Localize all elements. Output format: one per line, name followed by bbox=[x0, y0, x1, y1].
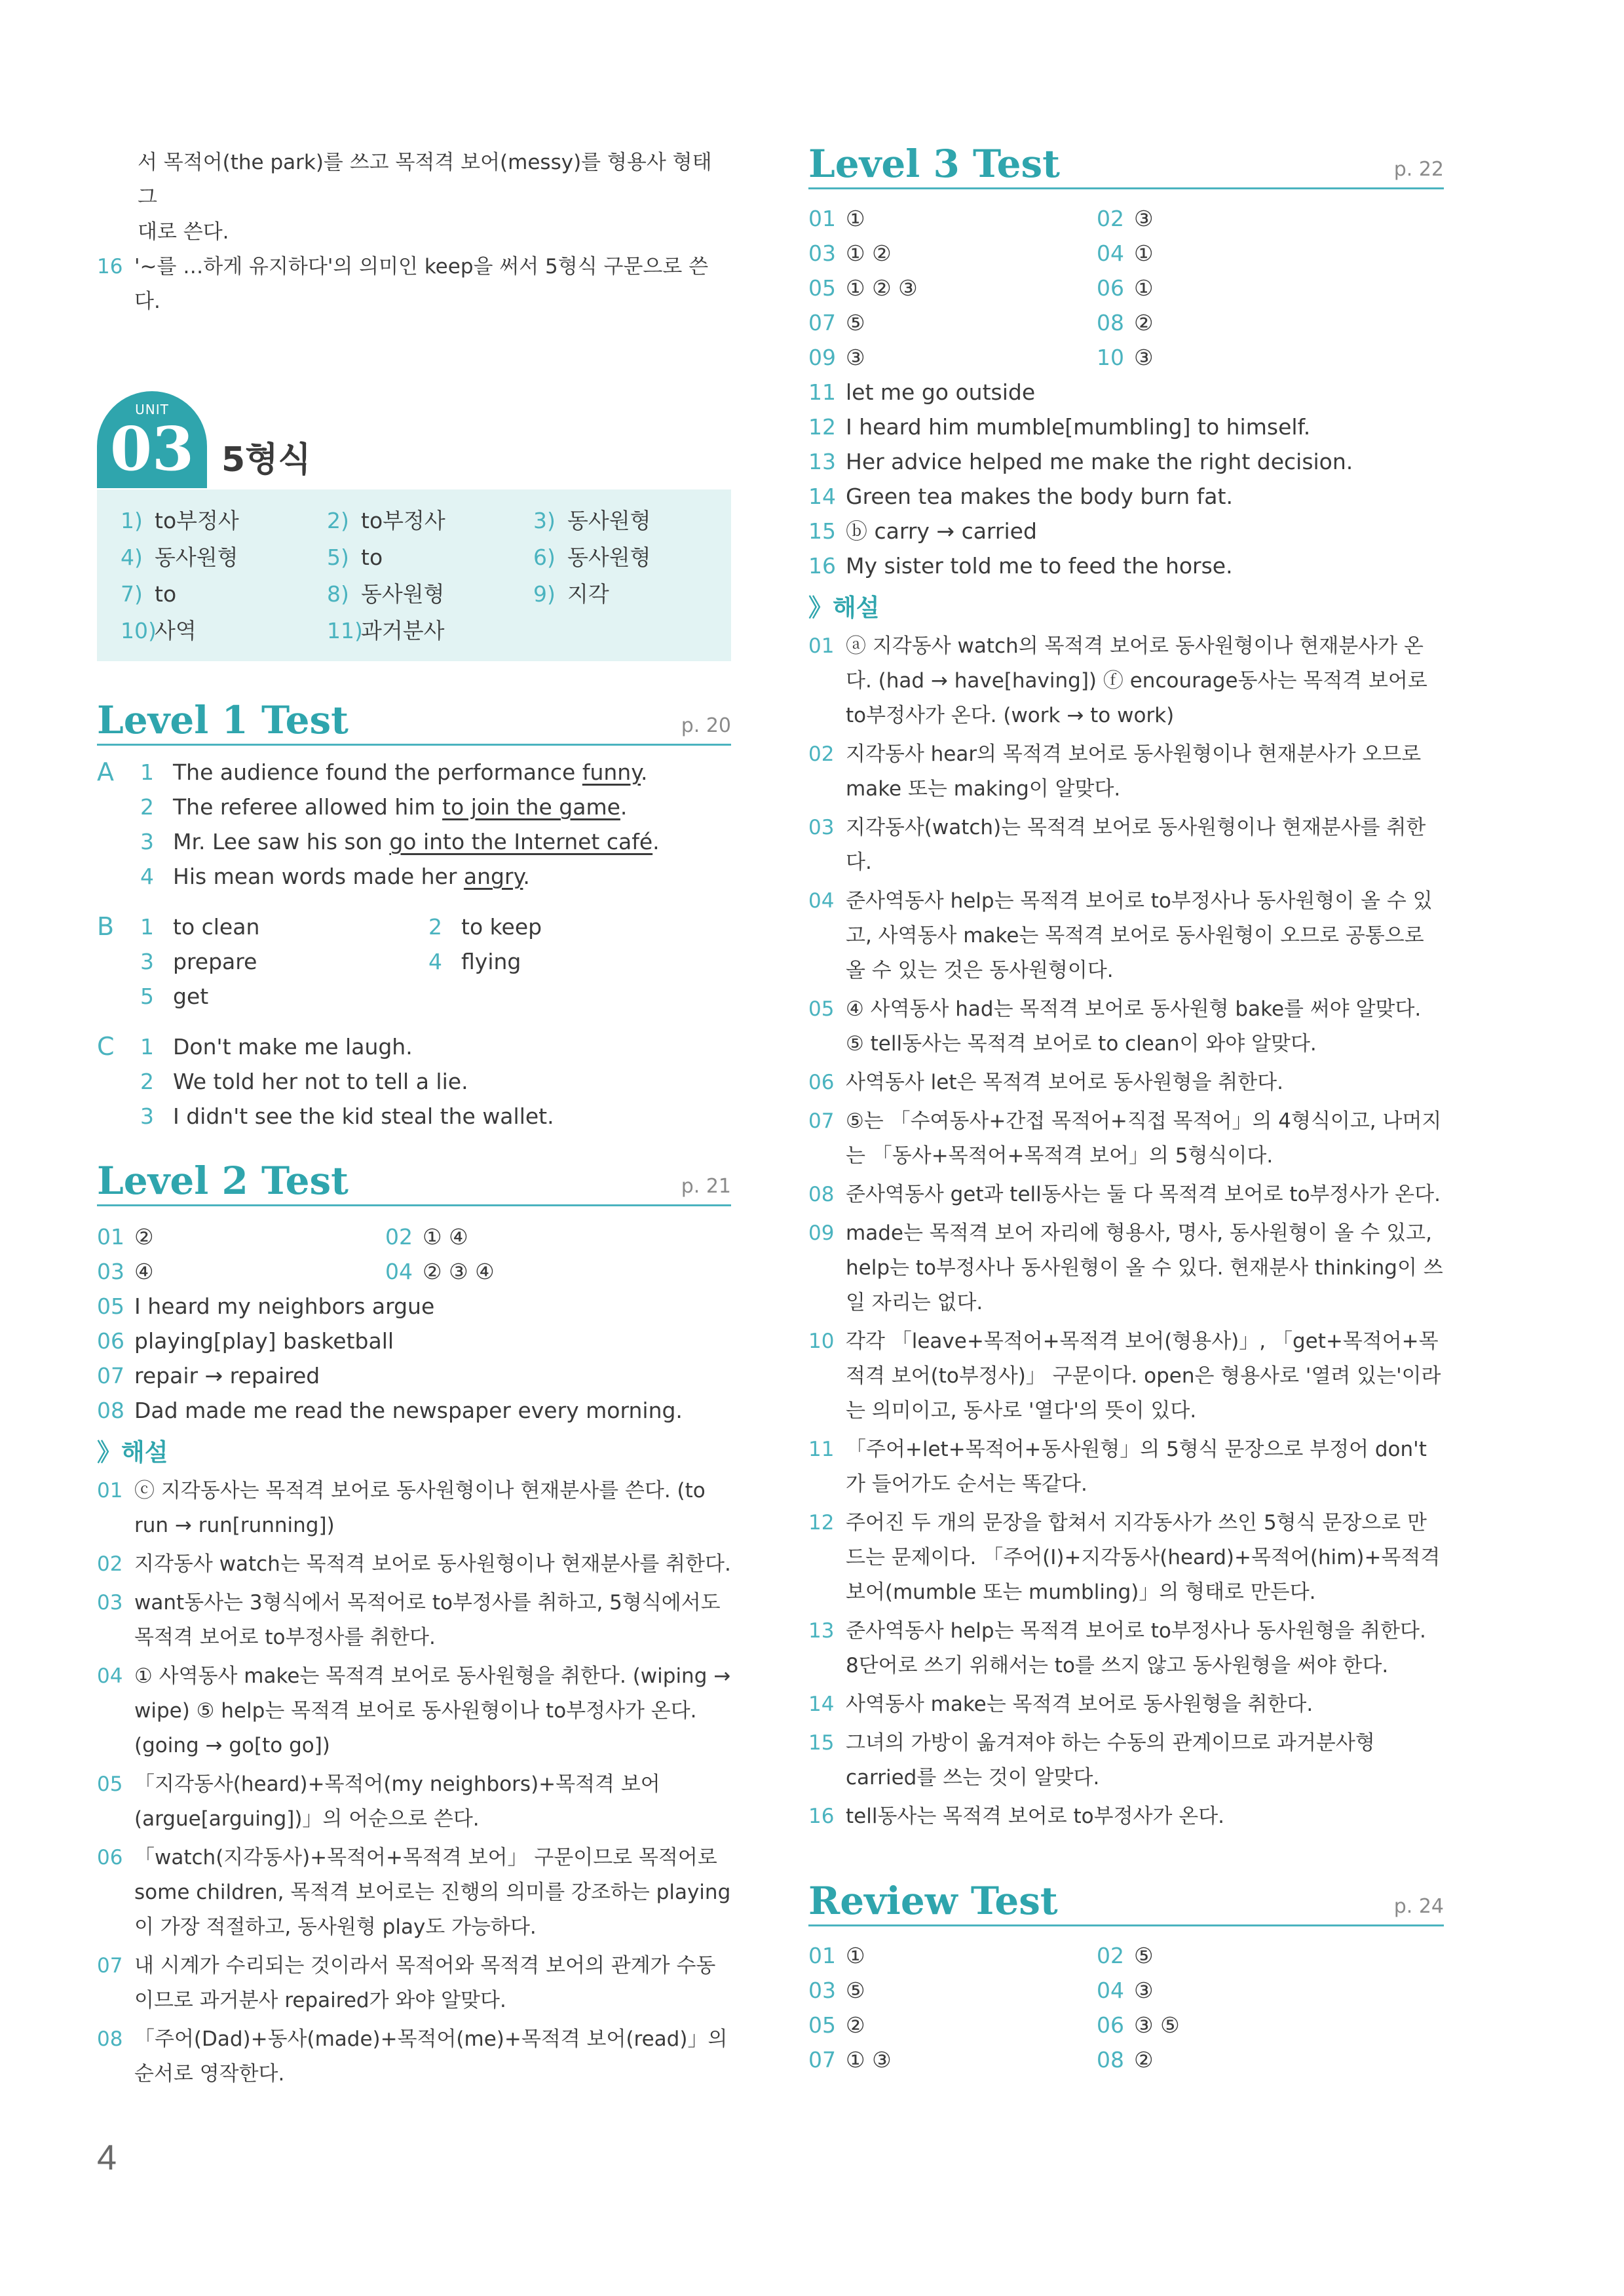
item-number: 01 bbox=[97, 1224, 124, 1250]
item-text: let me go outside bbox=[846, 379, 1036, 405]
continuation-line: 대로 쓴다. bbox=[138, 220, 229, 244]
explanation-item bbox=[808, 1506, 1444, 1610]
item-text: ① bbox=[846, 206, 865, 231]
item-text: repair → repaired bbox=[134, 1363, 320, 1388]
level2-page-ref: p. 21 bbox=[681, 1175, 731, 1198]
explanation-item bbox=[808, 992, 1444, 1062]
sentence-item bbox=[140, 790, 731, 824]
item-text: ② bbox=[1134, 310, 1154, 335]
item-number: 9) bbox=[533, 581, 556, 607]
review-answer-grid bbox=[808, 1938, 1444, 2077]
item-number: 1) bbox=[121, 508, 143, 533]
explanation-item bbox=[97, 1547, 731, 1582]
right-column bbox=[808, 0, 1444, 2077]
item-number: 05 bbox=[97, 1772, 123, 1796]
answer-item bbox=[97, 1358, 731, 1393]
item-text: ⓒ 지각동사는 목적격 보어로 동사원형이나 현재분사를 쓴다. (to run → run[running]) bbox=[134, 1479, 706, 1537]
explanation-item bbox=[97, 1767, 731, 1837]
sentence-text: His mean words made her bbox=[173, 864, 464, 889]
item-text: ① bbox=[846, 1943, 865, 1968]
item-text: ④ bbox=[134, 1259, 154, 1284]
underlined-phrase: angry bbox=[463, 864, 523, 889]
item-text bbox=[173, 859, 530, 894]
item-number: 05 bbox=[808, 2012, 836, 2038]
item-text: 그녀의 가방이 옮겨져야 하는 수동의 관계이므로 과거분사형 carried를 쓰는 것이 알맞다. bbox=[846, 1731, 1375, 1789]
item-text: ② bbox=[1134, 2047, 1154, 2073]
continuation-block bbox=[97, 145, 731, 250]
item-number: 06 bbox=[97, 1328, 124, 1354]
item-number: 10 bbox=[1097, 345, 1124, 370]
item-text: 지각동사 hear의 목적격 보어로 동사원형이나 현재분사가 오므로 make 또는 making이 알맞다. bbox=[846, 742, 1422, 801]
item-number: 13 bbox=[808, 449, 836, 474]
explanation-item bbox=[808, 1614, 1444, 1683]
item-number: 03 bbox=[97, 1591, 123, 1615]
section-a-items bbox=[140, 755, 731, 894]
item-number: 7) bbox=[121, 581, 143, 607]
item-number: 02 bbox=[385, 1224, 413, 1250]
explanation-item bbox=[97, 1474, 731, 1543]
level2-explanations bbox=[97, 1474, 731, 2092]
section-letter: C bbox=[97, 1032, 115, 1061]
sentence-item bbox=[140, 1064, 731, 1099]
item-number: 08 bbox=[808, 1183, 835, 1206]
sentence-item bbox=[140, 1099, 731, 1134]
level3-title: Level 3 Test bbox=[808, 142, 1060, 186]
answer-item bbox=[97, 1254, 385, 1289]
item-number: 1 bbox=[140, 759, 154, 785]
item-text: 동사원형 bbox=[567, 508, 651, 533]
item-text: ⑤는 「수여동사+간접 목적어+직접 목적어」의 4형식이고, 나머지는 「동사+목적어+목적격 보어」의 5형식이다. bbox=[846, 1109, 1442, 1168]
item-number: 4) bbox=[121, 545, 143, 570]
item-number: 3 bbox=[140, 829, 154, 854]
item-number: 08 bbox=[1097, 310, 1124, 335]
unit-summary-item bbox=[327, 503, 533, 539]
answer-item bbox=[1097, 236, 1385, 271]
unit-summary-item bbox=[327, 539, 533, 576]
item-text: playing[play] basketball bbox=[134, 1328, 394, 1354]
level2-answers bbox=[97, 1219, 731, 1428]
item-number: 3 bbox=[140, 1103, 154, 1129]
item-number: 12 bbox=[808, 414, 836, 440]
item-text: to부정사 bbox=[361, 508, 445, 533]
item-text: 동사원형 bbox=[155, 545, 238, 570]
item-number: 2 bbox=[140, 794, 154, 820]
answer-item bbox=[808, 410, 1444, 444]
item-number: 06 bbox=[97, 1846, 123, 1869]
continuation-line: 서 목적어(the park)를 쓰고 목적격 보어(messy)를 형용사 형태 그 bbox=[138, 151, 712, 209]
item-number: 4 bbox=[140, 864, 154, 889]
unit-summary-item bbox=[533, 503, 730, 539]
unit-number: 03 bbox=[109, 413, 195, 484]
underlined-phrase: go into the Internet café bbox=[389, 829, 653, 854]
answer-item bbox=[385, 1219, 673, 1254]
explanation-item bbox=[97, 250, 731, 319]
explanation-item bbox=[808, 1177, 1444, 1212]
explanation-item bbox=[97, 1949, 731, 2018]
item-text: 지각동사(watch)는 목적격 보어로 동사원형이나 현재분사를 취한다. bbox=[846, 816, 1426, 874]
item-text: ⓑ carry → carried bbox=[846, 518, 1037, 544]
item-text: Don't make me laugh. bbox=[173, 1034, 413, 1060]
answer-item bbox=[808, 1938, 1097, 1973]
answer-item bbox=[97, 1393, 731, 1428]
item-text: 지각동사 watch는 목적격 보어로 동사원형이나 현재분사를 취한다. bbox=[134, 1552, 731, 1576]
item-number: 13 bbox=[808, 1619, 835, 1643]
sentence-end: . bbox=[620, 794, 628, 820]
item-text: ② bbox=[846, 2012, 865, 2038]
explanation-item bbox=[808, 884, 1444, 988]
review-title: Review Test bbox=[808, 1879, 1058, 1923]
item-text: to부정사 bbox=[155, 508, 239, 533]
item-text: '~를 …하게 유지하다'의 의미인 keep을 써서 5형식 구문으로 쓴다. bbox=[134, 255, 709, 313]
item-number: 10 bbox=[808, 1330, 835, 1353]
level1-page-ref: p. 20 bbox=[681, 714, 731, 737]
item-number: 03 bbox=[97, 1259, 124, 1284]
item-text: 과거분사 bbox=[361, 618, 445, 643]
underlined-phrase: funny bbox=[582, 759, 641, 785]
item-number: 15 bbox=[808, 518, 836, 544]
item-number: 02 bbox=[1097, 1943, 1124, 1968]
item-number: 04 bbox=[385, 1259, 413, 1284]
item-text: 「주어+let+목적어+동사원형」의 5형식 문장으로 부정어 don't가 들어가도 순서는 똑같다. bbox=[846, 1438, 1427, 1496]
item-text: 동사원형 bbox=[361, 581, 445, 607]
item-text: ⑤ bbox=[1134, 1943, 1154, 1968]
item-number: 07 bbox=[97, 1954, 123, 1978]
item-text: to keep bbox=[461, 914, 542, 940]
review-answers bbox=[808, 1938, 1444, 2077]
answer-item bbox=[808, 548, 1444, 583]
item-text: ① 사역동사 make는 목적격 보어로 동사원형을 취한다. (wiping → wipe) ⑤ help는 목적격 보어로 동사원형이나 to부정사가 온다. (going → go[to go]) bbox=[134, 1664, 731, 1757]
unit-summary-item bbox=[327, 613, 533, 649]
section-b bbox=[97, 909, 731, 1014]
sentence-item bbox=[140, 859, 731, 894]
answer-item bbox=[808, 236, 1097, 271]
answer-item bbox=[1097, 271, 1385, 305]
section-c bbox=[97, 1029, 731, 1134]
explanation-item bbox=[808, 1216, 1444, 1320]
item-text: ③ bbox=[1134, 206, 1154, 231]
item-text: flying bbox=[461, 949, 521, 974]
item-number: 04 bbox=[97, 1664, 123, 1688]
sentence-end: . bbox=[652, 829, 660, 854]
item-text: ③ ⑤ bbox=[1134, 2012, 1180, 2038]
item-number: 08 bbox=[97, 2027, 123, 2051]
item-text: 각각 「leave+목적어+목적격 보어(형용사)」, 「get+목적어+목적격 보어(to부정사)」 구문이다. open은 형용사로 '열려 있는'이라는 의미이고, 동사로 '열다'의 뜻이 있다. bbox=[846, 1330, 1441, 1423]
unit-summary-item bbox=[121, 576, 327, 613]
answer-item bbox=[808, 2008, 1097, 2042]
item-text: We told her not to tell a lie. bbox=[173, 1069, 468, 1094]
level2-explanation-heading: 》해설 bbox=[97, 1438, 168, 1466]
unit-header bbox=[97, 391, 731, 489]
item-text: ④ 사역동사 had는 목적격 보어로 동사원형 bake를 써야 알맞다. ⑤ tell동사는 목적격 보어로 to clean이 와야 알맞다. bbox=[846, 997, 1422, 1056]
section-letter: A bbox=[97, 757, 114, 786]
item-text: to bbox=[361, 545, 383, 570]
item-text: ② bbox=[134, 1224, 154, 1250]
item-number: 11 bbox=[808, 379, 836, 405]
answer-item bbox=[385, 1254, 673, 1289]
item-number: 04 bbox=[808, 889, 835, 913]
item-number: 16 bbox=[808, 553, 836, 579]
sentence-text: Mr. Lee saw his son bbox=[173, 829, 390, 854]
level2-title: Level 2 Test bbox=[97, 1158, 349, 1203]
unit-summary-grid bbox=[121, 503, 708, 649]
explanation-item bbox=[808, 1104, 1444, 1174]
level2-answer-lines bbox=[97, 1289, 731, 1428]
section-a bbox=[97, 755, 731, 894]
item-text: ③ bbox=[1134, 1978, 1154, 2003]
item-text: ② ③ ④ bbox=[423, 1259, 495, 1284]
item-text: ③ bbox=[846, 345, 865, 370]
item-text: ⑤ bbox=[846, 310, 865, 335]
item-text: want동사는 3형식에서 목적어로 to부정사를 취하고, 5형식에서도 목적격 보어로 to부정사를 취한다. bbox=[134, 1591, 721, 1649]
unit-summary-item bbox=[327, 576, 533, 613]
level3-answer-lines bbox=[808, 375, 1444, 583]
answer-item bbox=[1097, 1938, 1385, 1973]
item-text: 「주어(Dad)+동사(made)+목적어(me)+목적격 보어(read)」의 순서로 영작한다. bbox=[134, 2027, 728, 2086]
level1-title: Level 1 Test bbox=[97, 698, 349, 742]
item-text: My sister told me to feed the horse. bbox=[846, 553, 1233, 579]
item-number: 16 bbox=[808, 1805, 835, 1828]
sentence-item bbox=[140, 824, 731, 859]
level3-answer-grid bbox=[808, 201, 1444, 375]
item-number: 10) bbox=[121, 618, 157, 643]
explanation-item bbox=[97, 1659, 731, 1763]
underlined-phrase: to join the game bbox=[442, 794, 620, 820]
explanation-item bbox=[808, 737, 1444, 807]
sentence-item bbox=[140, 755, 731, 790]
answer-item bbox=[140, 909, 428, 944]
explanation-item bbox=[808, 1726, 1444, 1795]
section-c-items bbox=[140, 1029, 731, 1134]
section-b-items bbox=[140, 909, 731, 1014]
item-number: 01 bbox=[808, 1943, 836, 1968]
item-number: 03 bbox=[808, 240, 836, 266]
answer-item bbox=[1097, 305, 1385, 340]
explanation-item bbox=[808, 629, 1444, 733]
unit-summary-box bbox=[97, 489, 731, 661]
item-number: 09 bbox=[808, 1221, 835, 1245]
item-number: 01 bbox=[808, 634, 835, 658]
item-number: 09 bbox=[808, 345, 836, 370]
explanation-item bbox=[97, 1586, 731, 1655]
unit-summary-item bbox=[121, 503, 327, 539]
answer-item bbox=[1097, 1973, 1385, 2008]
sentence-text: The audience found the performance bbox=[173, 759, 582, 785]
item-number: 06 bbox=[1097, 2012, 1124, 2038]
item-text: 동사원형 bbox=[567, 545, 651, 570]
item-text bbox=[173, 824, 660, 859]
item-text: 「watch(지각동사)+목적어+목적격 보어」 구문이므로 목적어로 some children, 목적격 보어로는 진행의 의미를 강조하는 playing이 가장 적절하고, 동사원형 play도 가능하다. bbox=[134, 1846, 731, 1939]
item-text: 내 시계가 수리되는 것이라서 목적어와 목적격 보어의 관계가 수동이므로 과거분사 repaired가 와야 알맞다. bbox=[134, 1954, 716, 2012]
item-text: 「지각동사(heard)+목적어(my neighbors)+목적격 보어(argue[arguing])」의 어순으로 쓴다. bbox=[134, 1772, 660, 1831]
item-number: 06 bbox=[808, 1071, 835, 1094]
item-text: Green tea makes the body burn fat. bbox=[846, 484, 1233, 509]
answer-item bbox=[140, 979, 428, 1014]
answer-item bbox=[97, 1289, 731, 1324]
explanation-item bbox=[808, 1065, 1444, 1100]
item-text: to bbox=[155, 581, 177, 607]
item-number: 3) bbox=[533, 508, 556, 533]
item-text: 사역 bbox=[155, 618, 197, 643]
item-number: 5) bbox=[327, 545, 349, 570]
explanation-item bbox=[97, 1841, 731, 1945]
item-number: 16 bbox=[97, 255, 123, 278]
item-number: 01 bbox=[808, 206, 836, 231]
item-text: ① bbox=[1134, 275, 1154, 301]
sentence-text: The referee allowed him bbox=[173, 794, 443, 820]
explanation-item bbox=[808, 811, 1444, 880]
answer-item bbox=[808, 305, 1097, 340]
item-number: 12 bbox=[808, 1511, 835, 1535]
item-text: ⑤ bbox=[846, 1978, 865, 2003]
item-number: 4 bbox=[428, 949, 442, 974]
answer-item bbox=[1097, 340, 1385, 375]
answer-item bbox=[808, 201, 1097, 236]
unit-title: 5형식 bbox=[221, 440, 311, 480]
item-text: 준사역동사 help는 목적격 보어로 to부정사나 동사원형이 올 수 있고, 사역동사 make는 목적격 보어로 동사원형이 오므로 공통으로 올 수 있는 것은 동사원형이다. bbox=[846, 889, 1433, 982]
answer-item bbox=[808, 340, 1097, 375]
item-text: ① ③ bbox=[846, 2047, 892, 2073]
explanation-item bbox=[808, 1687, 1444, 1722]
unit-label: UNIT bbox=[135, 402, 169, 417]
level3-answers bbox=[808, 201, 1444, 583]
item-number: 07 bbox=[97, 1363, 124, 1388]
level3-page-ref: p. 22 bbox=[1393, 158, 1444, 181]
item-number: 3 bbox=[140, 949, 154, 974]
item-number: 15 bbox=[808, 1731, 835, 1755]
item-text: ① bbox=[1134, 240, 1154, 266]
item-number: 14 bbox=[808, 484, 836, 509]
item-text: Her advice helped me make the right decision. bbox=[846, 449, 1353, 474]
item-text: get bbox=[173, 984, 209, 1009]
level2-header bbox=[97, 1160, 731, 1206]
answer-item bbox=[428, 909, 717, 944]
item-text: I heard him mumble[mumbling] to himself. bbox=[846, 414, 1311, 440]
answer-item bbox=[808, 375, 1444, 410]
answer-item bbox=[808, 444, 1444, 479]
item-text: prepare bbox=[173, 949, 257, 974]
answer-item bbox=[808, 271, 1097, 305]
sentence-item bbox=[140, 1029, 731, 1064]
sentence-end: . bbox=[523, 864, 530, 889]
explanation-item bbox=[808, 1799, 1444, 1834]
item-number: 03 bbox=[808, 1978, 836, 2003]
unit-summary-item bbox=[121, 539, 327, 576]
item-number: 04 bbox=[1097, 240, 1124, 266]
item-number: 07 bbox=[808, 1109, 835, 1133]
unit-summary-item bbox=[533, 539, 730, 576]
unit-summary-item bbox=[121, 613, 327, 649]
item-text: ① ② ③ bbox=[846, 275, 918, 301]
review-header bbox=[808, 1880, 1444, 1926]
item-text: 사역동사 let은 목적격 보어로 동사원형을 취한다. bbox=[846, 1071, 1283, 1094]
item-text: 주어진 두 개의 문장을 합쳐서 지각동사가 쓰인 5형식 문장으로 만드는 문제이다. 「주어(I)+지각동사(heard)+목적어(him)+목적격 보어(mumble 또는 mumbling)」의 형태로 만든다. bbox=[846, 1511, 1441, 1604]
item-number: 05 bbox=[808, 997, 835, 1021]
item-number: 6) bbox=[533, 545, 556, 570]
item-text: ⓐ 지각동사 watch의 목적격 보어로 동사원형이나 현재분사가 온다. (had → have[having]) ⓕ encourage동사는 목적격 보어로 to부정사가 온다. (work → to work) bbox=[846, 634, 1427, 727]
answer-item bbox=[808, 1973, 1097, 2008]
answer-item bbox=[428, 944, 717, 979]
left-column bbox=[97, 0, 731, 2095]
answer-item bbox=[808, 2042, 1097, 2077]
item-text: I didn't see the kid steal the wallet. bbox=[173, 1103, 554, 1129]
item-number: 06 bbox=[1097, 275, 1124, 301]
item-text: 준사역동사 get과 tell동사는 둘 다 목적격 보어로 to부정사가 온다. bbox=[846, 1183, 1441, 1206]
item-text: ① ② bbox=[846, 240, 892, 266]
answer-item bbox=[97, 1324, 731, 1358]
item-text: I heard my neighbors argue bbox=[134, 1293, 435, 1319]
unit-summary-item bbox=[533, 576, 730, 613]
section-letter: B bbox=[97, 912, 115, 941]
item-number: 8) bbox=[327, 581, 349, 607]
explanation-item bbox=[97, 2022, 731, 2092]
answer-item bbox=[1097, 201, 1385, 236]
item-text: to clean bbox=[173, 914, 260, 940]
item-number: 08 bbox=[97, 1398, 124, 1423]
item-number: 03 bbox=[808, 816, 835, 839]
item-number: 11 bbox=[808, 1438, 835, 1461]
page-number: 4 bbox=[97, 2138, 117, 2177]
item-text: 사역동사 make는 목적격 보어로 동사원형을 취한다. bbox=[846, 1693, 1313, 1716]
item-text: tell동사는 목적격 보어로 to부정사가 온다. bbox=[846, 1805, 1225, 1828]
level1-body bbox=[97, 755, 731, 1134]
answer-item bbox=[140, 944, 428, 979]
explanation-item bbox=[808, 1432, 1444, 1502]
level1-header bbox=[97, 699, 731, 746]
level2-answer-grid bbox=[97, 1219, 731, 1289]
item-text: 준사역동사 help는 목적격 보어로 to부정사나 동사원형을 취한다. 8단어로 쓰기 위해서는 to를 쓰지 않고 동사원형을 써야 한다. bbox=[846, 1619, 1426, 1677]
item-number: 07 bbox=[808, 310, 836, 335]
item-text bbox=[173, 790, 627, 824]
level3-explanation-heading: 》해설 bbox=[808, 594, 880, 622]
item-number: 2 bbox=[140, 1069, 154, 1094]
item-number: 05 bbox=[97, 1293, 124, 1319]
item-text: ③ bbox=[1134, 345, 1154, 370]
item-number: 5 bbox=[140, 984, 154, 1009]
item-number: 02 bbox=[1097, 206, 1124, 231]
item-number: 2) bbox=[327, 508, 349, 533]
answer-item bbox=[1097, 2008, 1385, 2042]
review-page-ref: p. 24 bbox=[1393, 1895, 1444, 1918]
item-number: 14 bbox=[808, 1693, 835, 1716]
item-number: 05 bbox=[808, 275, 836, 301]
item-number: 1 bbox=[140, 1034, 154, 1060]
item-number: 02 bbox=[808, 742, 835, 766]
answer-item bbox=[808, 514, 1444, 548]
answer-item bbox=[1097, 2042, 1385, 2077]
level3-header bbox=[808, 143, 1444, 189]
explanation-item bbox=[808, 1324, 1444, 1428]
item-number: 02 bbox=[97, 1552, 123, 1576]
item-text: 지각 bbox=[567, 581, 609, 607]
item-number: 01 bbox=[97, 1479, 123, 1502]
item-number: 11) bbox=[327, 618, 363, 643]
answer-item bbox=[808, 479, 1444, 514]
item-text: Dad made me read the newspaper every morning. bbox=[134, 1398, 683, 1423]
level3-explanations bbox=[808, 629, 1444, 1834]
item-number: 1 bbox=[140, 914, 154, 940]
sentence-end: . bbox=[641, 759, 648, 785]
item-number: 08 bbox=[1097, 2047, 1124, 2073]
item-text: made는 목적격 보어 자리에 형용사, 명사, 동사원형이 올 수 있고, help는 to부정사나 동사원형이 올 수 있다. 현재분사 thinking이 쓰일 자리는 없다. bbox=[846, 1221, 1443, 1314]
answer-item bbox=[97, 1219, 385, 1254]
item-number: 04 bbox=[1097, 1978, 1124, 2003]
item-text: ① ④ bbox=[423, 1224, 468, 1250]
item-number: 07 bbox=[808, 2047, 836, 2073]
item-text bbox=[173, 755, 648, 790]
item-number: 2 bbox=[428, 914, 442, 940]
